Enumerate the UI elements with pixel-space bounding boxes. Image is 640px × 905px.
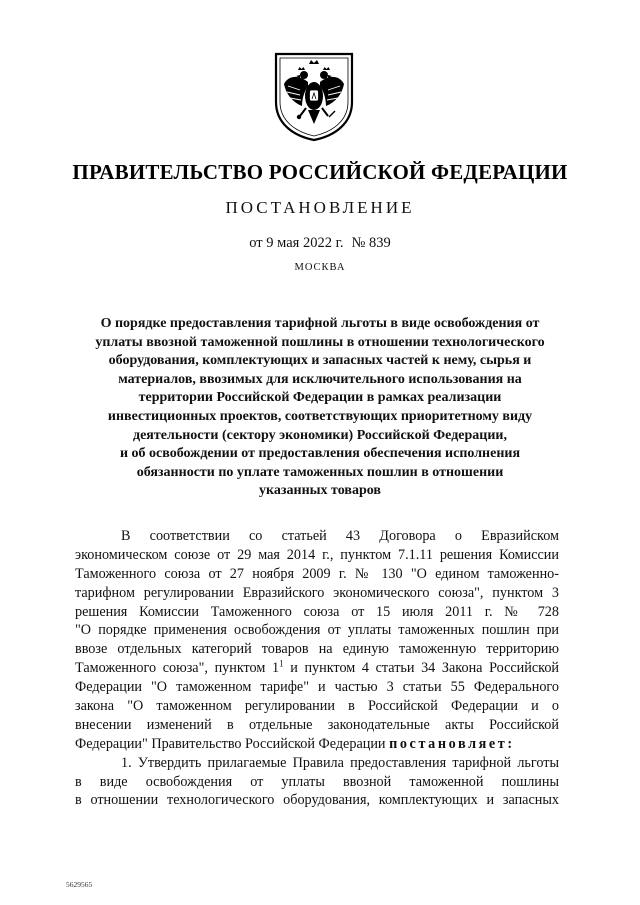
org-title: ПРАВИТЕЛЬСТВО РОССИЙСКОЙ ФЕДЕРАЦИИ [72,160,568,184]
doc-subject [60,315,580,501]
body-line: тарифном регулировании Евразийского экономического союза", пунктом 3 [75,584,559,601]
body-line: Таможенного союза от 27 ноября 2009 г. № 130 "О едином таможенно- [75,565,559,582]
resolution-keyword: постановляет: [389,735,515,752]
item1-line: в виде освобождения от уплаты ввозной таможенной пошлины [75,773,559,790]
state-emblem-icon [272,50,356,142]
superscript: 1 [279,658,284,669]
item1-line: 1. Утвердить прилагаемые Правила предоставления тарифной льготы [121,754,559,771]
body-line-part: и пунктом 4 статьи 34 Закона Российской [283,660,560,677]
subject-line: обязанности по уплате таможенных пошлин в отношении [136,464,504,480]
body-line: решения Комиссии Таможенного союза от 15 июля 2011 г. № 728 [75,603,559,620]
body-line-part: Таможенного союза", пунктом 1 [75,660,280,677]
body-line: внесении изменений в отдельные законодательные акты Российской [75,716,559,733]
subject-line: материалов, ввозимых для исключительного использования на [118,371,522,387]
body-line: Федерации "О таможенном тарифе" и частью 3 статьи 55 Федерального [75,679,559,696]
doc-type: ПОСТАНОВЛЕНИЕ [225,198,415,217]
body-line: экономическом союзе от 29 мая 2014 г., пунктом 7.1.11 решения Комиссии [75,546,559,563]
item1-line: в отношении технологического оборудования, комплектующих и запасных [75,792,559,809]
resolution-text: Федерации" Правительство Российской Федерации [75,735,390,752]
body-line: ввозе отдельных категорий товаров на единую таможенную территорию [75,641,559,658]
body-line: В соответствии со статьей 43 Договора о Евразийском [121,528,559,544]
body-line: закона "О таможенном регулировании в Российской Федерации и о [75,698,559,715]
footer-code: 5629565 [66,880,93,889]
subject-line: деятельности (сектору экономики) Российской Федерации, [133,427,507,443]
subject-line: оборудования, комплектующих и запасных частей к нему, сырья и [108,353,532,369]
subject-line: и об освобождении от предоставления обеспечения исполнения [119,446,521,462]
subject-line: территории Российской Федерации в рамках реализации [138,390,502,406]
subject-line: указанных товаров [259,483,381,499]
doc-body [75,527,559,810]
body-line: "О порядке применения освобождения от уплаты таможенных пошлин при [75,622,559,639]
doc-city: МОСКВА [294,262,346,273]
subject-line: О порядке предоставления тарифной льготы в виде освобождения от [100,316,540,331]
subject-line: уплаты ввозной таможенной пошлины в отношении технологического [95,334,545,350]
body-line-with-superscript [75,659,559,678]
doc-date-line [0,235,640,252]
doc-number: № 839 [351,235,391,251]
subject-line: инвестиционных проектов, соответствующих приоритетному виду [107,408,533,424]
doc-date: от 9 мая 2022 г. [249,235,344,251]
resolution-line [75,735,559,754]
